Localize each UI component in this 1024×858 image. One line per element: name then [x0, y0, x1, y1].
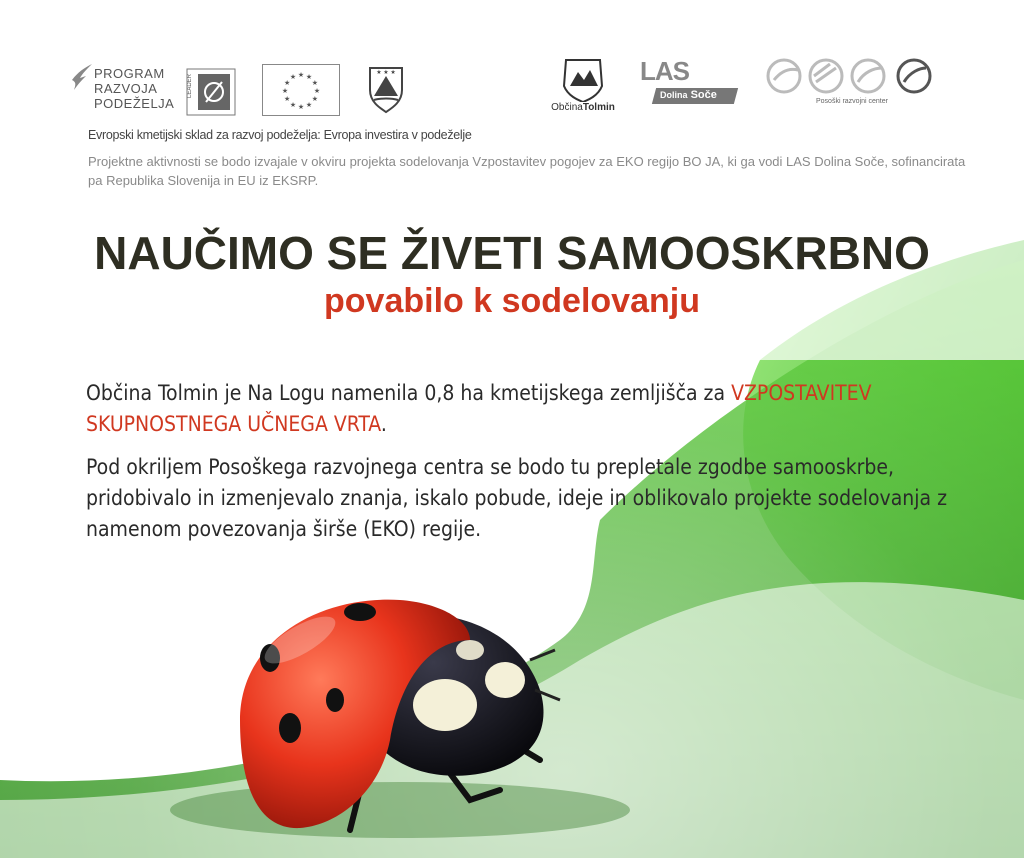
- prc-label: Posoški razvojni center: [816, 98, 888, 105]
- paragraph-1-before: Občina Tolmin je Na Logu namenila 0,8 ha kmetijskega zemljišča za: [86, 381, 732, 405]
- las-dolina-soce-logo: [638, 56, 738, 112]
- page-subtitle: povabilo k sodelovanju: [324, 282, 700, 320]
- eu-flag-logo: [262, 64, 340, 116]
- logo-bar: [0, 0, 1024, 130]
- eu-star-icon: ★: [289, 101, 297, 109]
- body-text: [86, 378, 956, 557]
- eu-star-icon: ★: [305, 74, 313, 82]
- eu-star-icon: ★: [283, 96, 291, 103]
- program-line-1: PROGRAM: [94, 66, 165, 81]
- svg-text:★ ★ ★: ★ ★ ★: [376, 70, 396, 76]
- paragraph-2: Pod okriljem Posoškega razvojnega centra se bodo tu prepletale zgodbe samooskrbe, pridobivalo in izmenjevalo znanja, iskalo pobude, ideje in oblikovalo projekte sodelovanja z namenom povezovanja širše (EKO) regije.: [86, 455, 948, 541]
- eu-star-icon: ★: [305, 101, 313, 109]
- obcina-tolmin-logo: [548, 56, 618, 118]
- las-label: LAS: [640, 56, 689, 86]
- las-sub-a: Dolina: [660, 90, 688, 100]
- leader-label: LEADER: [187, 74, 193, 99]
- eu-star-icon: ★: [297, 104, 305, 111]
- program-line-3: PODEŽELJA: [94, 96, 175, 111]
- eu-star-icon: ★: [311, 80, 319, 87]
- paragraph-1-after: .: [380, 412, 387, 436]
- eu-star-icon: ★: [311, 96, 319, 103]
- leader-logo: [186, 68, 236, 116]
- eu-star-icon: ★: [297, 72, 305, 79]
- page-title: NAUČIMO SE ŽIVETI SAMOOSKRBNO: [94, 227, 930, 279]
- ladybug-image: [0, 560, 1024, 858]
- tolmin-label-b: Tolmin: [582, 102, 615, 113]
- eu-star-icon: ★: [283, 80, 291, 87]
- tolmin-label-a: Občina: [551, 102, 583, 113]
- eu-star-icon: ★: [289, 74, 297, 82]
- las-sub-b: Soče: [690, 89, 717, 101]
- slovenia-coat-of-arms-logo: [366, 64, 406, 114]
- swallow-icon: [70, 62, 94, 92]
- eu-star-icon: ★: [281, 88, 289, 95]
- eafrd-text: Evropski kmetijski sklad za razvoj podeželja: Evropa investira v podeželje: [88, 128, 472, 142]
- eu-star-icon: ★: [313, 88, 321, 95]
- paragraph-1: [86, 378, 956, 440]
- project-description: Projektne aktivnosti se bodo izvajale v okviru projekta sodelovanja Vzpostavitev pogojev za EKO regijo BO JA, ki ga vodi LAS Dolina Soče, sofinancirata pa Republika Slovenija in EU iz EKSRP.: [88, 154, 966, 188]
- pososki-razvojni-center-logo: [764, 56, 940, 112]
- program-line-2: RAZVOJA: [94, 81, 158, 96]
- paragraph-1-highlight: VZPOSTAVITEV SKUPNOSTNEGA UČNEGA VRTA: [86, 381, 872, 436]
- program-razvoja-podezelja-logo: [70, 62, 180, 122]
